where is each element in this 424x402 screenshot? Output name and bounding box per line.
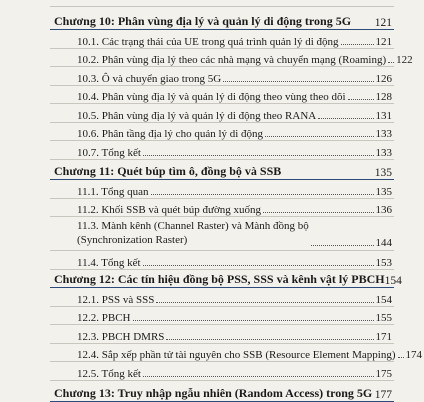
- chapter-10: [50, 12, 394, 160]
- chapter-heading: [50, 162, 394, 180]
- leader-dots: [151, 194, 374, 195]
- toc-entry: [50, 344, 394, 363]
- chapter-title: Chương 11: Quét búp tìm ô, đồng bộ và SSB: [50, 164, 281, 179]
- entry-text: 12.4. Sắp xếp phần tử tài nguyên cho SSB (Resource Element Mapping): [77, 349, 396, 361]
- entry-text: 10.3. Ô và chuyển giao trong 5G: [77, 73, 221, 85]
- toc-entry: [50, 49, 394, 68]
- entry-page: 154: [376, 294, 395, 306]
- entry-page: 136: [376, 204, 395, 216]
- entry-page: 175: [376, 368, 395, 380]
- entry-page: 122: [396, 54, 415, 66]
- entry-page: 133: [376, 128, 395, 140]
- entry-page: 155: [376, 312, 395, 324]
- toc-entry: [50, 30, 394, 49]
- leader-dots: [166, 339, 373, 340]
- toc-entry: [50, 325, 394, 344]
- leader-dots: [156, 302, 373, 303]
- leader-dots: [265, 136, 373, 137]
- toc-entry: [50, 199, 394, 218]
- leader-dots: [143, 376, 374, 377]
- entry-page: 174: [406, 349, 424, 361]
- entry-page: 135: [376, 186, 395, 198]
- chapter-title: Chương 12: Các tín hiệu đồng bộ PSS, SSS và kênh vật lý PBCH: [50, 272, 385, 287]
- entry-text: 10.2. Phân vùng địa lý theo các nhà mạng và chuyển mạng (Roaming): [77, 54, 386, 66]
- leader-dots: [318, 118, 373, 119]
- leader-dots: [263, 212, 373, 213]
- entry-page: 171: [376, 331, 395, 343]
- entry-text: 11.2. Khối SSB và quét búp đường xuống: [77, 204, 261, 216]
- entry-page: 133: [376, 147, 395, 159]
- chapter-page: 177: [375, 389, 394, 401]
- entry-text: 12.3. PBCH DMRS: [77, 331, 164, 343]
- leader-dots: [143, 265, 374, 266]
- chapter-title: Chương 13: Truy nhập ngẫu nhiên (Random Access) trong 5G: [50, 386, 372, 401]
- entry-text: 12.5. Tổng kết: [77, 368, 141, 380]
- entry-page: 128: [376, 91, 395, 103]
- entry-text: 11.3. Mành kênh (Channel Raster) và Mành đồng bộ: [77, 219, 309, 233]
- entry-page: 126: [376, 73, 395, 85]
- entry-text: 10.7. Tổng kết: [77, 147, 141, 159]
- chapter-title: Chương 10: Phân vùng địa lý và quản lý di động trong 5G: [50, 14, 351, 29]
- chapter-page: 135: [375, 167, 394, 179]
- leader-dots: [341, 44, 374, 45]
- toc-entry: [50, 141, 394, 160]
- leader-dots: [133, 320, 374, 321]
- entry-text: 12.1. PSS và SSS: [77, 294, 154, 306]
- chapter-page: 154: [385, 275, 404, 287]
- entry-page: 153: [376, 257, 395, 269]
- toc-entry: [50, 307, 394, 326]
- chapter-page: 121: [375, 17, 394, 29]
- chapter-heading: [50, 12, 394, 30]
- entry-text: 10.5. Phân vùng địa lý và quản lý di động theo RANA: [77, 110, 316, 122]
- toc-entry: [50, 251, 394, 270]
- toc-entry: [50, 180, 394, 199]
- entry-page: 121: [376, 36, 395, 48]
- entry-text: 11.4. Tổng kết: [77, 257, 141, 269]
- entry-page: 144: [376, 237, 395, 249]
- entry-text: 10.1. Các trạng thái của UE trong quá trình quản lý di động: [77, 36, 339, 48]
- leader-dots: [223, 81, 373, 82]
- chapter-heading: [50, 384, 394, 402]
- leader-dots: [398, 357, 404, 358]
- entry-page: 131: [376, 110, 395, 122]
- top-rule: [50, 0, 394, 7]
- toc-entry: [50, 288, 394, 307]
- leader-dots: [143, 155, 374, 156]
- chapter-11: [50, 162, 394, 270]
- entry-text: 10.4. Phân vùng địa lý và quản lý di động theo vùng theo dõi: [77, 91, 346, 103]
- toc-entry: [50, 86, 394, 105]
- toc-entry: [50, 217, 394, 251]
- chapter-13: [50, 384, 394, 402]
- entry-text: 11.1. Tổng quan: [77, 186, 149, 198]
- toc-entry: [50, 67, 394, 86]
- toc-entry: [50, 123, 394, 142]
- leader-dots: [388, 62, 394, 63]
- entry-text: 10.6. Phân tầng địa lý cho quản lý di động: [77, 128, 263, 140]
- entry-text: 12.2. PBCH: [77, 312, 131, 324]
- chapter-heading: [50, 270, 394, 288]
- toc-entry: [50, 362, 394, 381]
- leader-dots: [348, 99, 374, 100]
- entry-text-continued: (Synchronization Raster): [77, 233, 309, 247]
- leader-dots: [311, 245, 374, 246]
- chapter-12: [50, 270, 394, 381]
- toc-entry: [50, 104, 394, 123]
